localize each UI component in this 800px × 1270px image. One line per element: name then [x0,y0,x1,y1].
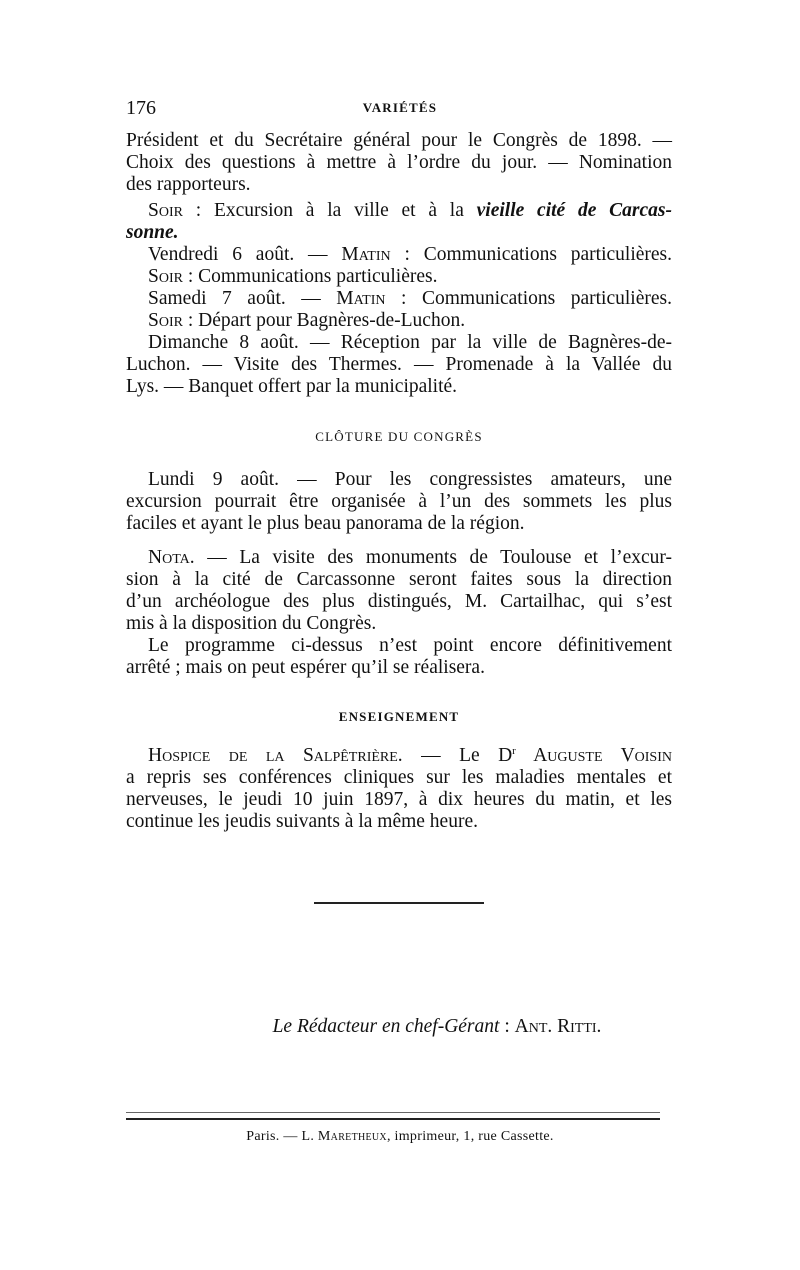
programme-note-line: arrêté ; mais on peut espérer qu’il se réalisera. [126,657,485,678]
page-number: 176 [126,97,156,119]
matin-label: Matin [341,244,391,265]
nota-label: Nota. [148,547,195,568]
dimanche-line: Dimanche 8 août. — Réception par la ville de Bagnères-de- [148,332,672,353]
matin-label: Matin [336,288,386,309]
cloture-line: Lundi 9 août. — Pour les congressistes amateurs, une [148,469,672,490]
footer-rule [126,1112,660,1113]
enseignement-line: continue les jeudis suivants à la même heure. [126,811,478,832]
soir-line: Soir : Communications particulières. [148,266,438,287]
signature: Le Rédacteur en chef-Gérant : Ant. Ritti. [272,1016,602,1037]
doctor-name: Auguste Voisin [515,745,672,766]
section-divider [314,902,484,904]
programme-line: Président et du Secrétaire général pour le Congrès de 1898. — [126,130,672,151]
nota-line: sion à la cité de Carcassonne seront faites sous la direction [126,569,672,590]
signature-name: Ant. Ritti. [514,1016,602,1037]
enseignement-line: a repris ses conférences cliniques sur les maladies mentales et [126,767,672,788]
programme-note-line: Le programme ci-dessus n’est point encore définitivement [148,635,672,656]
section-heading-cloture: CLÔTURE DU CONGRÈS [315,429,483,444]
footer-rule [126,1118,660,1120]
soir-line: Soir : Départ pour Bagnères-de-Luchon. [148,310,466,331]
programme-line: Luchon. — Visite des Thermes. — Promenade à la Vallée du [126,354,672,375]
nota-line: mis à la disposition du Congrès. [126,613,377,634]
nota-line: Nota. — La visite des monuments de Toulouse et l’excur- [148,547,672,568]
enseignement-line: Hospice de la Salpêtrière. — Le $D^r$ Auguste Voisin [148,745,672,766]
signature-role: Le Rédacteur en chef-Gérant [272,1016,500,1037]
hospice-name: Hospice de la Salpêtrière. [148,745,403,766]
enseignement-line: nerveuses, le jeudi 10 juin 1897, à dix heures du matin, et les [126,789,672,810]
soir-label: Soir [148,266,183,287]
cloture-line: excursion pourrait être organisée à l’un des sommets les plus [126,491,672,512]
soir-excursion-line: Soir : Excursion à la ville et à la vieille cité de Carcas- [148,200,672,221]
section-heading-enseignement: ENSEIGNEMENT [338,709,460,724]
programme-line: Lys. — Banquet offert par la municipalité. [126,376,458,397]
cloture-line: faciles et ayant le plus beau panorama de la région. [126,513,525,534]
printer-imprint: Paris. — L. Maretheux, imprimeur, 1, rue Cassette. [246,1129,554,1144]
programme-line: des rapporteurs. [126,174,251,195]
printer-name: Maretheux [317,1129,387,1144]
programme-line: Choix des questions à mettre à l’ordre du jour. — Nomination [126,152,672,173]
running-title: VARIÉTÉS [362,100,438,115]
vendredi-line: Vendredi 6 août. — Matin : Communications particulières. [148,244,672,265]
soir-label: Soir [148,310,183,331]
samedi-line: Samedi 7 août. — Matin : Communications particulières. [148,288,672,309]
soir-label: Soir [148,200,183,221]
nota-line: d’un archéologue des plus distingués, M. Cartailhac, qui s’est [126,591,672,612]
programme-line: sonne. [126,222,179,243]
